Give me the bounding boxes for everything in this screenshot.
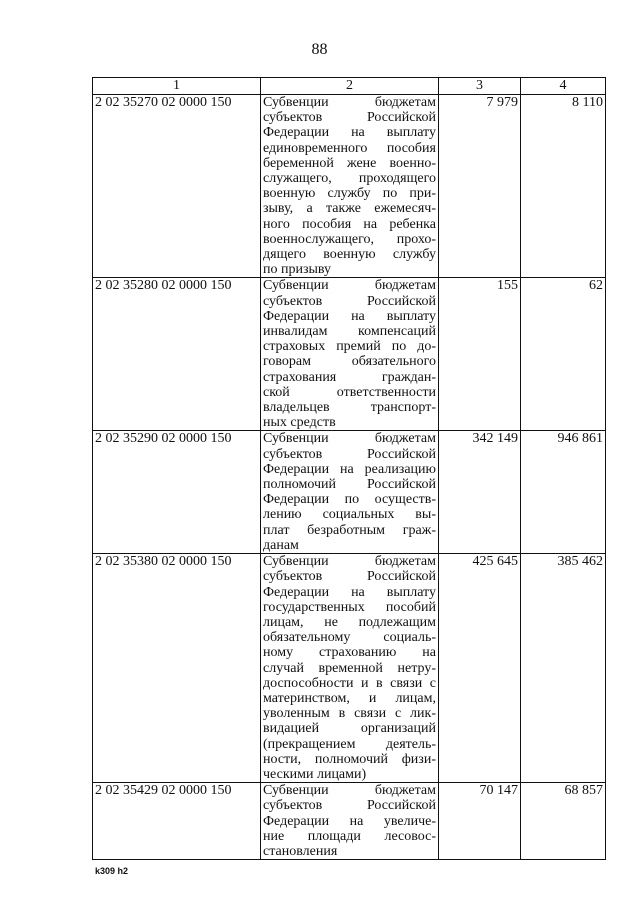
description-line: плат безработным граж- xyxy=(263,522,436,538)
table-row xyxy=(93,431,606,554)
description-line: субъектов Российской xyxy=(263,569,436,585)
description-line: дящего военную службу xyxy=(263,247,436,263)
description-line: Субвенции бюджетам xyxy=(263,278,436,294)
description-line: ческими лицами) xyxy=(263,766,367,782)
description-line: субъектов Российской xyxy=(263,446,436,462)
amount-col-4: 385 462 xyxy=(521,554,606,783)
description-line: ности, полномочий физи- xyxy=(263,751,436,767)
table-row xyxy=(93,278,606,431)
amount-col-3: 155 xyxy=(439,278,521,431)
table-row xyxy=(93,95,606,278)
description-line: владельцев транспорт- xyxy=(263,400,436,416)
page-number: 88 xyxy=(311,41,328,58)
description-line: Федерации на выплату xyxy=(263,125,436,141)
amount-col-3: 7 979 xyxy=(439,95,521,278)
budget-table xyxy=(92,77,606,860)
header-col-2: 2 xyxy=(261,78,439,95)
description-line: субъектов Российской xyxy=(263,798,436,814)
description-line: материнством, и лицам, xyxy=(263,690,436,706)
income-description xyxy=(261,95,439,278)
table-body xyxy=(93,95,606,860)
description-line: страховых премий по до- xyxy=(263,339,436,355)
description-line: Субвенции бюджетам xyxy=(263,431,436,447)
description-line: видацией организаций xyxy=(263,721,436,737)
description-line: единовременного пособия xyxy=(263,140,436,156)
description-line: случай временной нетру- xyxy=(263,660,436,676)
description-line: военнослужащего, прохо- xyxy=(263,231,436,247)
amount-col-3: 70 147 xyxy=(439,783,521,860)
income-description xyxy=(261,278,439,431)
description-line: зыву, а также ежемесяч- xyxy=(263,201,436,217)
description-line: (прекращением деятель- xyxy=(263,736,436,752)
amount-col-4: 8 110 xyxy=(521,95,606,278)
description-line: Федерации на выплату xyxy=(263,308,436,324)
description-line: данам xyxy=(263,537,299,553)
description-line: Субвенции бюджетам xyxy=(263,554,436,570)
description-line: уволенным в связи с лик- xyxy=(263,706,436,722)
budget-code: 2 02 35270 02 0000 150 xyxy=(93,95,261,278)
description-line: ние площади лесовос- xyxy=(263,828,436,844)
description-line: лицам, не подлежащим xyxy=(263,614,436,630)
description-line: Субвенции бюджетам xyxy=(263,95,436,110)
description-line: инвалидам компенсаций xyxy=(263,324,436,340)
budget-code: 2 02 35429 02 0000 150 xyxy=(93,783,261,860)
description-line: Федерации по осуществ- xyxy=(263,492,436,508)
description-line: лению социальных вы- xyxy=(263,507,436,523)
amount-col-3: 342 149 xyxy=(439,431,521,554)
description-line: Федерации на увеличе- xyxy=(263,813,436,829)
budget-code: 2 02 35280 02 0000 150 xyxy=(93,278,261,431)
amount-col-4: 68 857 xyxy=(521,783,606,860)
description-line: полномочий Российской xyxy=(263,477,436,493)
description-line: беременной жене военно- xyxy=(263,155,436,171)
description-line: ных средств xyxy=(263,415,336,431)
income-description xyxy=(261,431,439,554)
description-line: говорам обязательного xyxy=(263,354,436,370)
description-line: ному страхованию на xyxy=(263,645,436,661)
header-col-1: 1 xyxy=(93,78,261,95)
description-line: служащего, проходящего xyxy=(263,171,436,187)
description-line: становления xyxy=(263,843,338,859)
amount-col-4: 946 861 xyxy=(521,431,606,554)
description-line: по призыву xyxy=(263,262,332,278)
header-row xyxy=(93,78,606,95)
description-line: доспособности и в связи с xyxy=(263,675,436,691)
description-line: военную службу по при- xyxy=(263,186,436,202)
table-header xyxy=(93,78,606,95)
table-row xyxy=(93,554,606,783)
header-col-4: 4 xyxy=(521,78,606,95)
table-row xyxy=(93,783,606,860)
description-line: субъектов Российской xyxy=(263,110,436,126)
budget-code: 2 02 35290 02 0000 150 xyxy=(93,431,261,554)
description-line: Субвенции бюджетам xyxy=(263,783,436,799)
description-line: ской ответственности xyxy=(263,384,436,400)
description-line: государственных пособий xyxy=(263,599,436,615)
description-line: Федерации на выплату xyxy=(263,584,436,600)
description-line: обязательному социаль- xyxy=(263,630,436,646)
description-line: субъектов Российской xyxy=(263,293,436,309)
description-line: ного пособия на ребенка xyxy=(263,216,436,232)
description-line: Федерации на реализацию xyxy=(263,461,436,477)
income-description xyxy=(261,783,439,860)
income-description xyxy=(261,554,439,783)
footer-code: k309 h2 xyxy=(95,866,129,876)
amount-col-4: 62 xyxy=(521,278,606,431)
amount-col-3: 425 645 xyxy=(439,554,521,783)
budget-code: 2 02 35380 02 0000 150 xyxy=(93,554,261,783)
header-col-3: 3 xyxy=(439,78,521,95)
description-line: страхования граждан- xyxy=(263,369,436,385)
